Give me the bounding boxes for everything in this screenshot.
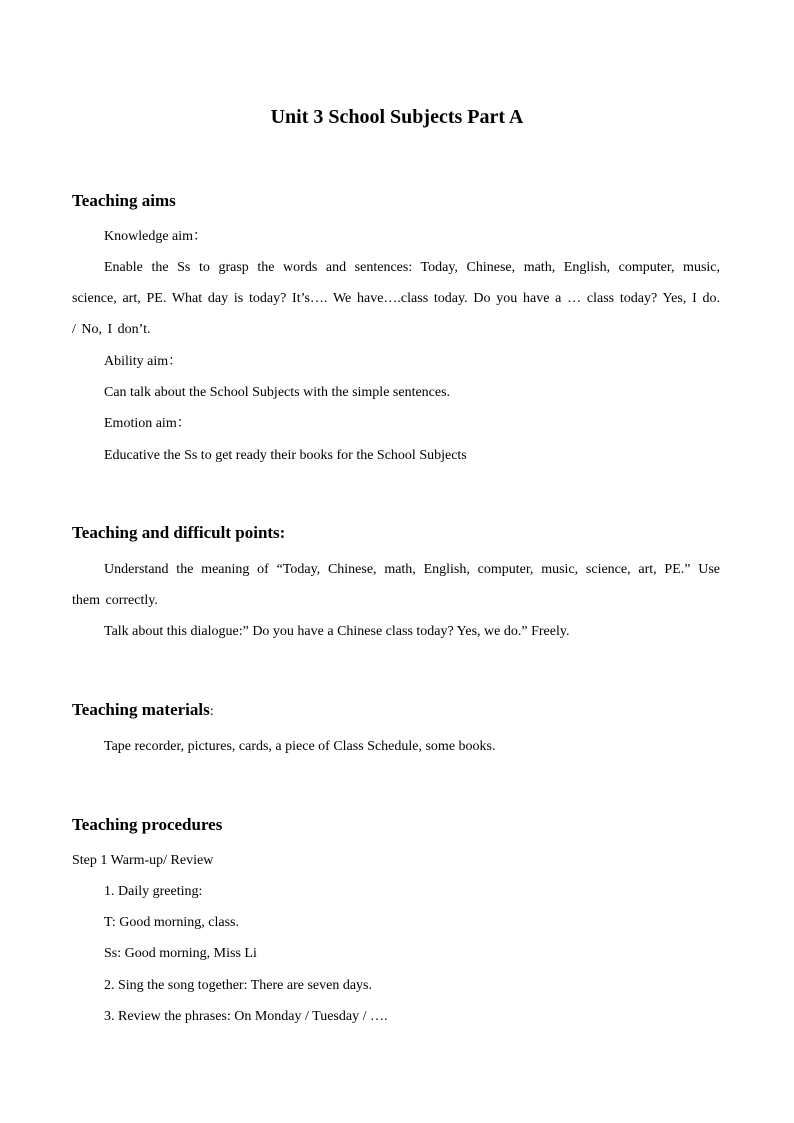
points-text-1: Understand the meaning of “Today, Chinese, math, English, computer, music, science, art, PE.” Use them correctly. — [72, 562, 720, 608]
heading-teaching-aims: Teaching aims — [72, 191, 176, 210]
procedure-item-2: 2. Sing the song together: There are seven days. — [104, 978, 373, 993]
knowledge-aim-label: Knowledge aim： — [104, 229, 208, 244]
heading-teaching-procedures: Teaching procedures — [72, 815, 223, 834]
materials-text: Tape recorder, pictures, cards, a piece of Class Schedule, some books. — [104, 739, 496, 754]
heading-teaching-points: Teaching and difficult points: — [72, 523, 286, 542]
step-1-label: Step 1 Warm-up/ Review — [72, 853, 214, 868]
emotion-aim-text: Educative the Ss to get ready their books for the School Subjects — [104, 448, 467, 463]
document-title: Unit 3 School Subjects Part A — [270, 106, 524, 128]
points-text-2: Talk about this dialogue:” Do you have a Chinese class today? Yes, we do.” Freely. — [104, 624, 570, 639]
dialog-students-line: Ss: Good morning, Miss Li — [104, 946, 257, 961]
knowledge-aim-text: Enable the Ss to grasp the words and sentences: Today, Chinese, math, English, computer, music, science, art, PE. What day is today? It’s…. We have….class today. Do you have a … class today? Yes, I do. / No, I don’t. — [72, 260, 720, 337]
dialog-teacher-line: T: Good morning, class. — [104, 915, 240, 930]
procedure-item-3: 3. Review the phrases: On Monday / Tuesday / …. — [104, 1009, 388, 1024]
ability-aim-text: Can talk about the School Subjects with the simple sentences. — [104, 385, 451, 400]
ability-aim-label: Ability aim： — [104, 354, 183, 369]
emotion-aim-label: Emotion aim： — [104, 416, 191, 431]
heading-teaching-materials — [72, 699, 214, 723]
materials-heading-suffix: : — [209, 704, 214, 719]
materials-heading-text: Teaching materials — [72, 700, 210, 719]
procedure-item-1: 1. Daily greeting: — [104, 884, 203, 899]
